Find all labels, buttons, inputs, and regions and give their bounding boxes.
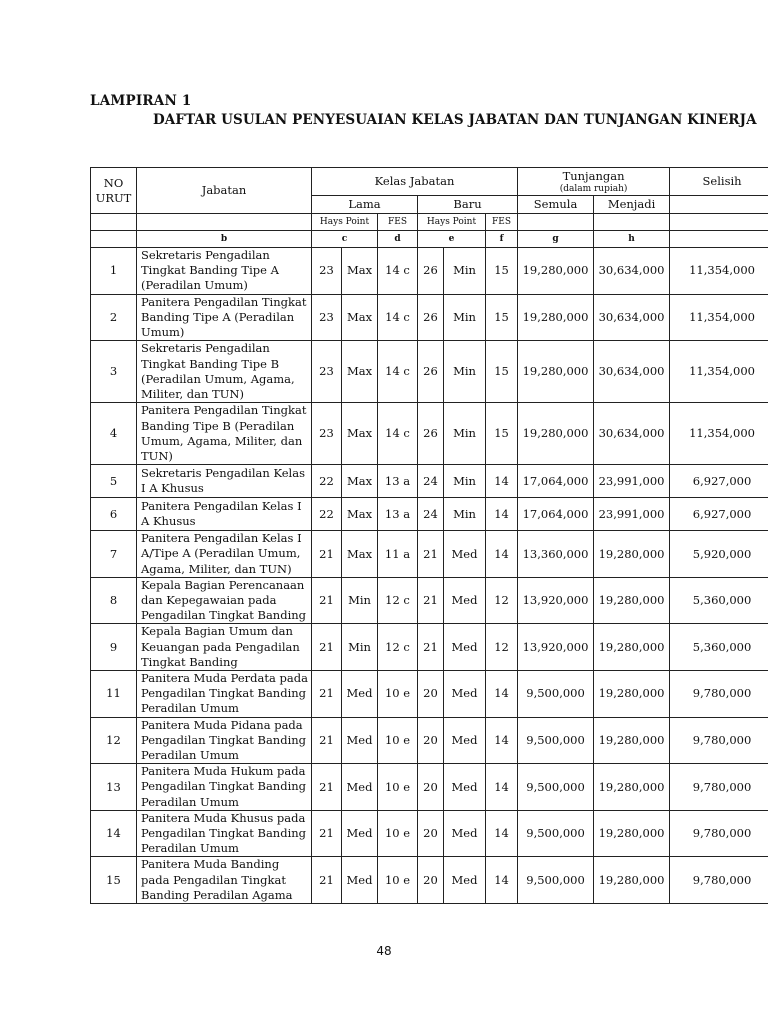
row-lama-fes: 13 a [378,498,418,531]
table-row [91,857,768,904]
row-lama-level: Max [342,294,378,341]
row-no: 7 [91,531,137,578]
header-row-letters [91,231,768,248]
row-baru-fes: 14 [486,717,518,764]
row-baru-level: Min [444,248,486,295]
row-no: 12 [91,717,137,764]
row-jabatan: Panitera Pengadilan Kelas I A/Tipe A (Peradilan Umum, Agama, Militer, dan TUN) [137,531,312,578]
row-baru-hays-point: 26 [418,341,444,403]
row-selisih: 9,780,000 [670,764,768,811]
row-menjadi: 19,280,000 [594,577,670,624]
header-selisih-blank [670,196,768,214]
row-selisih: 5,920,000 [670,531,768,578]
blank-cell [670,231,768,248]
row-no: 2 [91,294,137,341]
row-lama-fes: 14 c [378,248,418,295]
row-no: 4 [91,403,137,465]
table-row [91,294,768,341]
row-no: 14 [91,810,137,857]
row-lama-fes: 11 a [378,531,418,578]
row-semula: 17,064,000 [518,498,594,531]
row-jabatan: Panitera Muda Hukum pada Pengadilan Tingkat Banding Peradilan Umum [137,764,312,811]
table-row [91,248,768,295]
row-semula: 19,280,000 [518,403,594,465]
row-semula: 9,500,000 [518,671,594,718]
row-lama-level: Med [342,764,378,811]
header-menjadi: Menjadi [594,196,670,214]
row-lama-fes: 14 c [378,403,418,465]
header-lama: Lama [312,196,418,214]
blank-cell [670,214,768,231]
row-lama-hays-point: 21 [312,531,342,578]
row-baru-level: Med [444,810,486,857]
row-lama-level: Med [342,717,378,764]
row-baru-hays-point: 21 [418,577,444,624]
table-row [91,498,768,531]
table-body [91,168,768,904]
row-baru-level: Med [444,577,486,624]
row-lama-fes: 13 a [378,465,418,498]
table-row [91,531,768,578]
row-lama-level: Med [342,810,378,857]
row-baru-hays-point: 21 [418,531,444,578]
row-lama-level: Max [342,531,378,578]
row-baru-hays-point: 26 [418,294,444,341]
header-row-1 [91,168,768,196]
row-lama-level: Med [342,857,378,904]
row-semula: 9,500,000 [518,857,594,904]
header-no: NO [103,175,124,190]
row-baru-fes: 14 [486,465,518,498]
row-jabatan: Kepala Bagian Perencanaan dan Kepegawaian pada Pengadilan Tingkat Banding [137,577,312,624]
row-baru-fes: 15 [486,294,518,341]
header-fes-baru: FES [486,214,518,231]
page-number: 48 [376,944,392,958]
row-baru-fes: 12 [486,577,518,624]
row-lama-level: Med [342,671,378,718]
row-jabatan: Panitera Muda Khusus pada Pengadilan Tingkat Banding Peradilan Umum [137,810,312,857]
row-menjadi: 19,280,000 [594,531,670,578]
row-baru-hays-point: 20 [418,671,444,718]
row-baru-hays-point: 24 [418,465,444,498]
row-lama-hays-point: 21 [312,717,342,764]
row-lama-fes: 10 e [378,717,418,764]
row-jabatan: Panitera Muda Pidana pada Pengadilan Tingkat Banding Peradilan Umum [137,717,312,764]
row-baru-level: Med [444,857,486,904]
row-lama-fes: 14 c [378,341,418,403]
row-baru-level: Min [444,403,486,465]
table-row [91,465,768,498]
row-semula: 19,280,000 [518,294,594,341]
row-no: 11 [91,671,137,718]
row-lama-hays-point: 23 [312,341,342,403]
row-baru-level: Med [444,624,486,671]
row-semula: 13,360,000 [518,531,594,578]
letter-b: b [137,231,312,248]
lampiran-label: LAMPIRAN 1 [90,93,192,109]
table-row [91,671,768,718]
header-no-urut [91,168,137,214]
row-selisih: 11,354,000 [670,294,768,341]
row-lama-level: Max [342,341,378,403]
row-lama-level: Min [342,624,378,671]
document-title: DAFTAR USULAN PENYESUAIAN KELAS JABATAN DAN TUNJANGAN KINERJA [153,112,757,128]
table-row [91,341,768,403]
row-selisih: 9,780,000 [670,671,768,718]
row-semula: 13,920,000 [518,577,594,624]
table-row [91,577,768,624]
row-baru-hays-point: 20 [418,810,444,857]
row-jabatan: Panitera Pengadilan Kelas I A Khusus [137,498,312,531]
blank-cell [594,214,670,231]
row-lama-fes: 12 c [378,577,418,624]
row-menjadi: 19,280,000 [594,624,670,671]
row-semula: 13,920,000 [518,624,594,671]
row-baru-fes: 15 [486,248,518,295]
header-urut: URUT [95,190,132,205]
row-menjadi: 30,634,000 [594,248,670,295]
row-menjadi: 19,280,000 [594,810,670,857]
row-selisih: 6,927,000 [670,498,768,531]
header-semula: Semula [518,196,594,214]
letter-d: d [378,231,418,248]
row-baru-hays-point: 20 [418,764,444,811]
row-menjadi: 23,991,000 [594,498,670,531]
header-tunjangan [518,168,670,196]
row-menjadi: 19,280,000 [594,717,670,764]
header-baru: Baru [418,196,518,214]
row-baru-level: Min [444,498,486,531]
blank-cell [137,214,312,231]
row-lama-hays-point: 21 [312,577,342,624]
row-lama-level: Max [342,248,378,295]
row-baru-hays-point: 24 [418,498,444,531]
row-baru-hays-point: 20 [418,857,444,904]
row-no: 5 [91,465,137,498]
row-lama-fes: 12 c [378,624,418,671]
row-selisih: 11,354,000 [670,248,768,295]
row-lama-hays-point: 22 [312,465,342,498]
row-lama-hays-point: 23 [312,403,342,465]
row-baru-fes: 14 [486,810,518,857]
row-baru-fes: 14 [486,764,518,811]
header-hays-point-baru: Hays Point [418,214,486,231]
row-baru-fes: 15 [486,341,518,403]
row-lama-level: Max [342,403,378,465]
row-semula: 19,280,000 [518,248,594,295]
row-menjadi: 23,991,000 [594,465,670,498]
row-lama-hays-point: 21 [312,810,342,857]
row-no: 13 [91,764,137,811]
row-jabatan: Panitera Muda Banding pada Pengadilan Tingkat Banding Peradilan Agama [137,857,312,904]
row-lama-fes: 10 e [378,671,418,718]
row-lama-fes: 14 c [378,294,418,341]
row-lama-level: Max [342,498,378,531]
row-lama-hays-point: 21 [312,624,342,671]
header-selisih: Selisih [670,168,768,196]
row-semula: 9,500,000 [518,810,594,857]
row-selisih: 6,927,000 [670,465,768,498]
row-semula: 9,500,000 [518,717,594,764]
header-dalam-rupiah: (dalam rupiah) [559,184,628,194]
letter-h: h [594,231,670,248]
row-semula: 9,500,000 [518,764,594,811]
table-row [91,810,768,857]
row-selisih: 11,354,000 [670,341,768,403]
row-selisih: 9,780,000 [670,717,768,764]
letter-e: e [418,231,486,248]
row-semula: 17,064,000 [518,465,594,498]
row-baru-fes: 14 [486,671,518,718]
row-selisih: 11,354,000 [670,403,768,465]
row-jabatan: Panitera Pengadilan Tingkat Banding Tipe B (Peradilan Umum, Agama, Militer, dan TUN) [137,403,312,465]
table-row [91,764,768,811]
row-baru-hays-point: 26 [418,248,444,295]
header-hays-point-lama: Hays Point [312,214,378,231]
row-selisih: 5,360,000 [670,624,768,671]
row-no: 8 [91,577,137,624]
letter-c: c [312,231,378,248]
row-baru-hays-point: 20 [418,717,444,764]
row-no: 3 [91,341,137,403]
row-jabatan: Panitera Muda Perdata pada Pengadilan Tingkat Banding Peradilan Umum [137,671,312,718]
row-baru-level: Med [444,531,486,578]
row-lama-fes: 10 e [378,810,418,857]
row-baru-hays-point: 26 [418,403,444,465]
blank-cell [91,214,137,231]
row-baru-fes: 12 [486,624,518,671]
row-jabatan: Sekretaris Pengadilan Tingkat Banding Tipe A (Peradilan Umum) [137,248,312,295]
row-menjadi: 19,280,000 [594,764,670,811]
row-menjadi: 19,280,000 [594,671,670,718]
row-baru-level: Min [444,294,486,341]
blank-cell [518,214,594,231]
row-no: 6 [91,498,137,531]
row-jabatan: Sekretaris Pengadilan Tingkat Banding Tipe B (Peradilan Umum, Agama, Militer, dan TUN) [137,341,312,403]
row-lama-fes: 10 e [378,764,418,811]
row-lama-hays-point: 22 [312,498,342,531]
row-baru-level: Med [444,764,486,811]
row-selisih: 5,360,000 [670,577,768,624]
row-baru-fes: 14 [486,857,518,904]
row-no: 9 [91,624,137,671]
row-jabatan: Sekretaris Pengadilan Kelas I A Khusus [137,465,312,498]
row-selisih: 9,780,000 [670,857,768,904]
row-menjadi: 30,634,000 [594,341,670,403]
row-lama-hays-point: 23 [312,294,342,341]
row-baru-level: Med [444,671,486,718]
row-lama-level: Max [342,465,378,498]
row-lama-fes: 10 e [378,857,418,904]
row-baru-fes: 15 [486,403,518,465]
table-row [91,403,768,465]
row-baru-hays-point: 21 [418,624,444,671]
table-row [91,717,768,764]
row-menjadi: 30,634,000 [594,294,670,341]
row-baru-level: Med [444,717,486,764]
row-no: 1 [91,248,137,295]
row-baru-level: Min [444,465,486,498]
header-fes-lama: FES [378,214,418,231]
row-baru-fes: 14 [486,531,518,578]
row-no: 15 [91,857,137,904]
row-lama-hays-point: 21 [312,764,342,811]
row-selisih: 9,780,000 [670,810,768,857]
row-baru-level: Min [444,341,486,403]
row-jabatan: Panitera Pengadilan Tingkat Banding Tipe A (Peradilan Umum) [137,294,312,341]
row-jabatan: Kepala Bagian Umum dan Keuangan pada Pengadilan Tingkat Banding [137,624,312,671]
table-row [91,624,768,671]
row-semula: 19,280,000 [518,341,594,403]
row-menjadi: 19,280,000 [594,857,670,904]
row-baru-fes: 14 [486,498,518,531]
row-lama-hays-point: 23 [312,248,342,295]
letter-f: f [486,231,518,248]
header-row-3 [91,214,768,231]
header-tunjangan-label: Tunjangan [562,169,625,183]
usulan-table [90,167,768,904]
header-jabatan: Jabatan [137,168,312,214]
row-lama-level: Min [342,577,378,624]
row-lama-hays-point: 21 [312,857,342,904]
header-kelas-jabatan: Kelas Jabatan [312,168,518,196]
row-menjadi: 30,634,000 [594,403,670,465]
row-lama-hays-point: 21 [312,671,342,718]
blank-cell [91,231,137,248]
letter-g: g [518,231,594,248]
